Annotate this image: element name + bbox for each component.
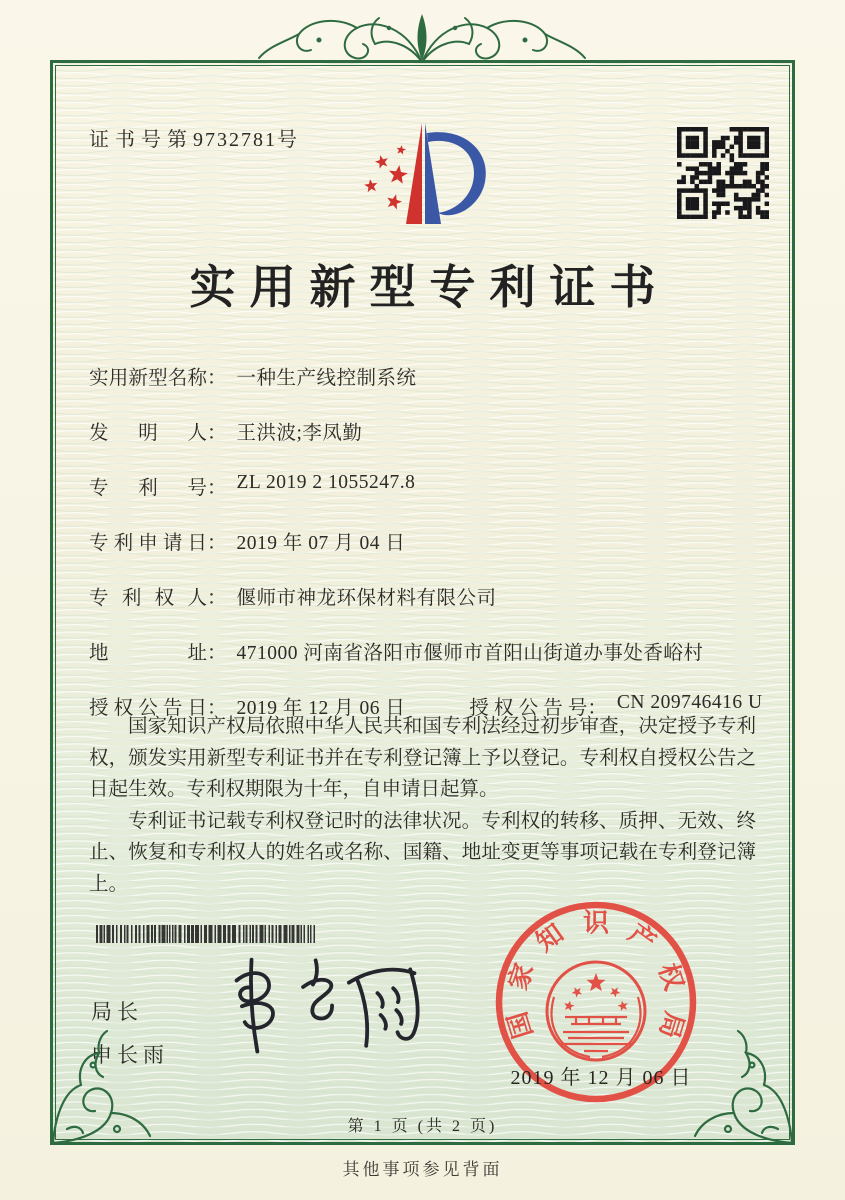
field-value: 2019 年 12 月 06 日 bbox=[236, 698, 406, 719]
handwritten-signature-icon bbox=[218, 948, 433, 1063]
top-flourish-icon bbox=[257, 0, 587, 74]
field-row-patentee bbox=[89, 582, 766, 637]
field-colon: ： bbox=[207, 368, 227, 389]
field-list bbox=[89, 362, 766, 747]
commissioner-title: 局长 bbox=[91, 1000, 143, 1024]
svg-text:识: 识 bbox=[582, 908, 610, 938]
certificate-number-prefix: 证书号第 bbox=[89, 129, 193, 151]
grant-number-label: 授权公告号 bbox=[469, 698, 588, 719]
svg-text:国: 国 bbox=[502, 1008, 539, 1042]
field-row-inventor bbox=[89, 417, 766, 472]
field-row-filing-date bbox=[89, 527, 766, 582]
field-value: 偃师市神龙环保材料有限公司 bbox=[236, 588, 497, 609]
field-label: 实用新型名称 bbox=[89, 368, 207, 389]
field-row-patent-number bbox=[89, 472, 766, 527]
field-value: ZL 2019 2 1055247.8 bbox=[236, 472, 416, 493]
legal-paragraph: 专利证书记载专利权登记时的法律状况。专利权的转移、质押、无效、终止、恢复和专利权人的姓名或名称、国籍、地址变更等事项记载在专利登记簿上。 bbox=[89, 810, 756, 895]
commissioner-name: 申长雨 bbox=[91, 1043, 169, 1067]
field-row-utility-name bbox=[89, 362, 766, 417]
field-colon: ： bbox=[587, 698, 607, 719]
qr-code bbox=[677, 127, 769, 219]
corner-flourish-icon bbox=[47, 1029, 167, 1149]
grant-number-value: CN 209746416 U bbox=[616, 692, 763, 713]
field-value: 471000 河南省洛阳市偃师市首阳山街道办事处香峪村 bbox=[236, 643, 704, 664]
certificate-number-suffix: 号 bbox=[277, 129, 303, 151]
field-value: 2019 年 07 月 04 日 bbox=[236, 533, 406, 554]
field-value: 王洪波;李凤勤 bbox=[236, 423, 363, 444]
certificate-number-value: 9732781 bbox=[193, 129, 277, 151]
page-number: 第 1 页 (共 2 页) bbox=[347, 1118, 498, 1135]
field-label: 专利申请日 bbox=[89, 533, 207, 554]
field-colon: ： bbox=[207, 588, 227, 609]
field-colon: ： bbox=[207, 698, 227, 719]
field-colon: ： bbox=[207, 423, 227, 444]
certificate-title: 实用新型专利证书 bbox=[189, 262, 670, 313]
svg-text:权: 权 bbox=[652, 959, 689, 994]
cnipa-logo-icon bbox=[343, 111, 513, 238]
field-colon: ： bbox=[207, 643, 227, 664]
field-label: 发明人 bbox=[89, 423, 207, 444]
legal-paragraph: 国家知识产权局依照中华人民共和国专利法经过初步审查，决定授予专利权，颁发实用新型专利证书并在专利登记簿上予以登记。专利权自授权公告之日起生效。专利权期限为十年，自申请日起算。 bbox=[89, 716, 756, 800]
barcode bbox=[96, 925, 320, 943]
legal-text bbox=[89, 711, 756, 900]
svg-text:产: 产 bbox=[623, 918, 662, 958]
field-label: 专利号 bbox=[89, 478, 207, 499]
field-label: 专利权人 bbox=[89, 588, 207, 609]
field-value: 一种生产线控制系统 bbox=[236, 368, 417, 389]
certificate-frame bbox=[50, 60, 795, 1145]
field-colon: ： bbox=[207, 533, 227, 554]
svg-text:知: 知 bbox=[530, 918, 569, 958]
field-colon: ： bbox=[207, 478, 227, 499]
field-label: 授权公告日 bbox=[89, 698, 207, 719]
certificate-number bbox=[89, 123, 303, 152]
back-side-note: 其他事项参见背面 bbox=[342, 1160, 503, 1179]
svg-text:局: 局 bbox=[653, 1008, 690, 1042]
field-label: 地址 bbox=[89, 643, 207, 664]
seal-date: 2019 年 12 月 06 日 bbox=[510, 1067, 692, 1089]
svg-text:家: 家 bbox=[503, 959, 540, 994]
field-row-address bbox=[89, 637, 766, 692]
